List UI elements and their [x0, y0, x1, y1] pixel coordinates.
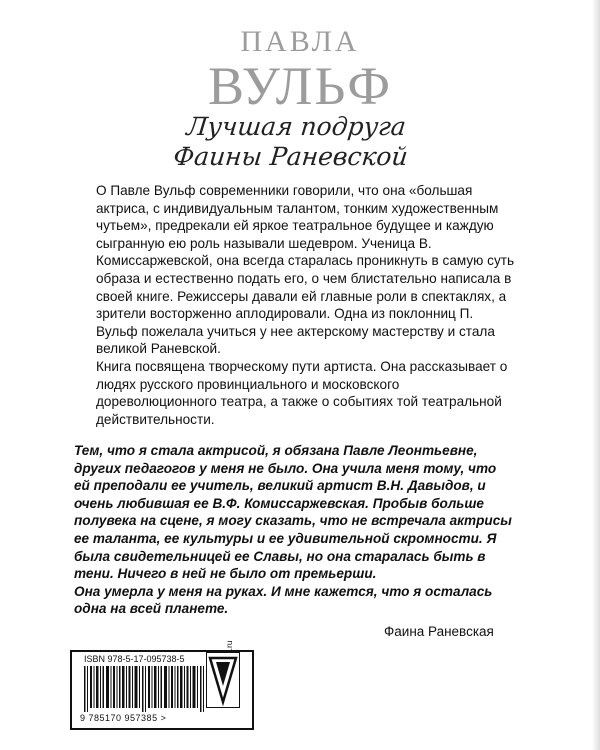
- description-paragraph-2: Книга посвящена творческому пути артиста. Она рассказывает о людях русского провинциального и московского дореволюционного театра, а также о событиях той театральной действительности.: [96, 358, 508, 427]
- publisher-logo-icon: [206, 652, 240, 708]
- barcode-icon: [84, 666, 212, 712]
- book-description: [96, 182, 516, 428]
- isbn-label: ISBN 978-5-17-095738-5: [84, 654, 185, 664]
- quote-signature: Фаина Раневская: [384, 624, 494, 639]
- subtitle-line-1: Лучшая подруга: [185, 112, 408, 141]
- ranevskaya-quote: [74, 442, 514, 618]
- barcode-number: 9 785170 957385 >: [80, 713, 167, 723]
- author-last-name: ВУЛЬФ: [207, 56, 393, 116]
- quote-paragraph-1: Тем, что я стала актрисой, я обязана Павле Леонтьевне, других педагогов у меня не было. Она учила меня тому, что ей преподали ее учитель, великий артист В.Н. Давыдов, и очень любившая ее В.Ф. Комиссаржевская. Пробыв больше полувека на сцене, я могу сказать, что не встречала актрисы ее таланта, ее культуры и ее удивительной скромности. Я была свидетельницей ее Славы, но она старалась быть в тени. Ничего в ней не было от премьерши.: [74, 443, 512, 582]
- author-first-name: ПАВЛА: [240, 25, 360, 58]
- description-paragraph-1: О Павле Вульф современники говорили, что она «большая актриса, с индивидуальным талантом, тонким художественным чутьем», предрекали ей яркое театральное будущее и каждую сыгранную ею роль называли шедевром. Ученица В. Комиссаржевской, она всегда старалась проникнуть в самую суть образа и естественно подать его, о чем блистательно написала в своей книге. Режиссеры давали ей главные роли в спектаклях, а зрители восторженно аплодировали. Одна из поклонниц П. Вульф пожелала учиться у нее актерскому мастерству и стала великой Раневской.: [96, 183, 515, 357]
- quote-paragraph-2: Она умерла у меня на руках. И мне кажется, что я осталась одна на всей планете.: [74, 583, 493, 617]
- subtitle-line-2: Фаины Раневской: [172, 142, 410, 171]
